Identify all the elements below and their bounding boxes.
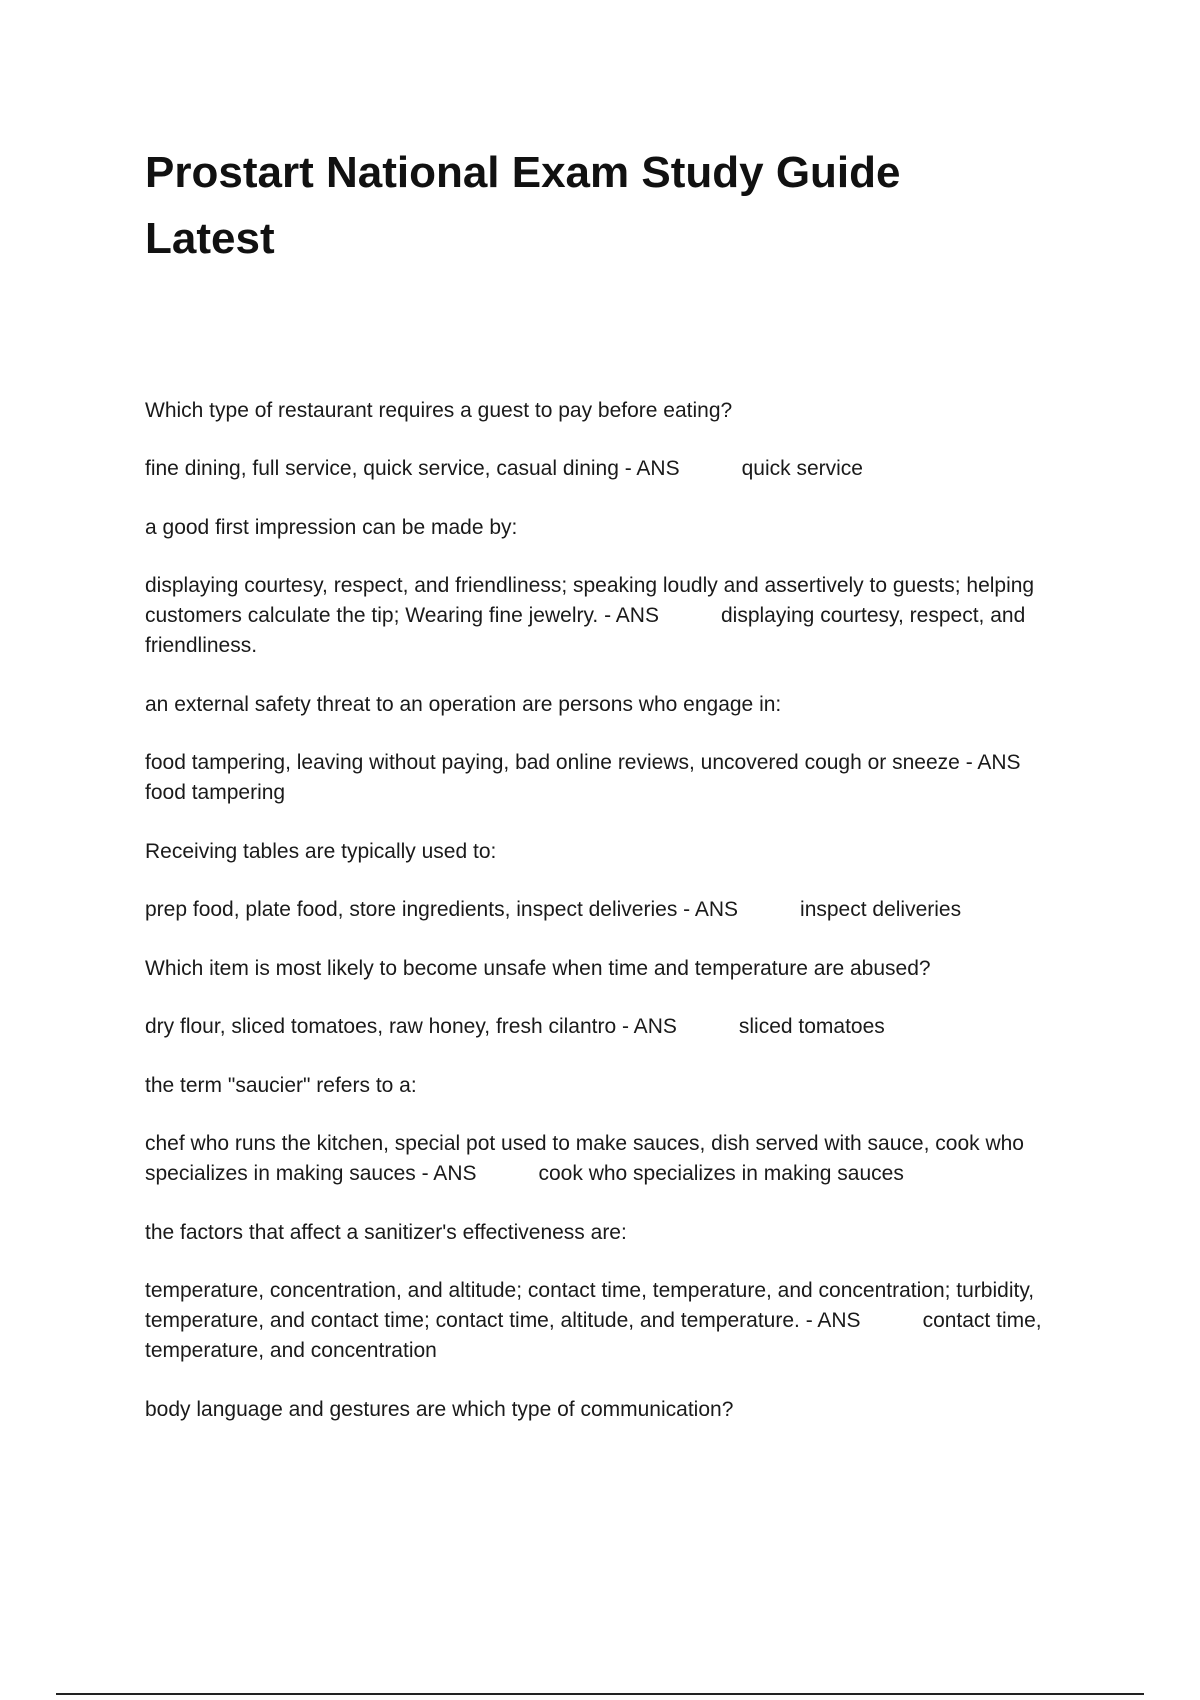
ans-marker: - ANS xyxy=(683,898,739,921)
question-text: an external safety threat to an operation are persons who engage in: xyxy=(145,693,782,716)
answer-options: chef who runs the kitchen, special pot used to make sauces, dish served with sauce, cook who specializes in making sauces xyxy=(145,1132,1024,1185)
ans-marker: - ANS xyxy=(421,1162,477,1185)
answer-block xyxy=(145,454,1095,484)
question-text: the term "saucier" refers to a: xyxy=(145,1074,417,1097)
answer-options: prep food, plate food, store ingredients, inspect deliveries xyxy=(145,898,678,921)
correct-answer: cook who specializes in making sauces xyxy=(538,1162,904,1185)
correct-answer: displaying courtesy, respect, and friendliness. xyxy=(145,604,1026,657)
answer-block xyxy=(145,1276,1095,1366)
answer-block xyxy=(145,571,1095,661)
answer-block xyxy=(145,1129,1095,1189)
correct-answer: contact time, temperature, and concentration xyxy=(145,1309,1042,1362)
ans-marker: - ANS xyxy=(624,457,680,480)
correct-answer: inspect deliveries xyxy=(800,898,962,921)
answer-block xyxy=(145,895,1095,925)
page-bottom-rule xyxy=(56,1693,1144,1695)
question-text: the factors that affect a sanitizer's effectiveness are: xyxy=(145,1221,627,1244)
correct-answer: quick service xyxy=(741,457,863,480)
ans-marker: - ANS xyxy=(622,1015,677,1038)
question-text: body language and gestures are which type of communication? xyxy=(145,1398,734,1421)
question-text: Which item is most likely to become unsafe when time and temperature are abused? xyxy=(145,957,931,980)
document-page xyxy=(145,140,1095,1453)
answer-block xyxy=(145,1012,1095,1042)
ans-marker: - ANS xyxy=(965,751,1021,774)
document-title: Prostart National Exam Study Guide Latest xyxy=(145,148,901,263)
answer-options: fine dining, full service, quick service, casual dining xyxy=(145,457,619,480)
answer-options: dry flour, sliced tomatoes, raw honey, fresh cilantro xyxy=(145,1015,617,1038)
ans-marker: - ANS xyxy=(604,604,659,627)
answer-options: temperature, concentration, and altitude; contact time, temperature, and concentration; turbidity, temperature, and contact time; contact time, altitude, and temperature. xyxy=(145,1279,1035,1332)
answer-options: food tampering, leaving without paying, bad online reviews, uncovered cough or sneeze xyxy=(145,751,960,774)
question-text: Which type of restaurant requires a guest to pay before eating? xyxy=(145,399,733,422)
ans-marker: - ANS xyxy=(805,1309,861,1332)
question-text: Receiving tables are typically used to: xyxy=(145,840,497,863)
correct-answer: sliced tomatoes xyxy=(738,1015,885,1038)
answer-block xyxy=(145,748,1095,808)
answer-options: displaying courtesy, respect, and friendliness; speaking loudly and assertively to guests; helping customers calculate the tip; Wearing fine jewelry. xyxy=(145,574,1035,627)
qa-list xyxy=(145,396,1095,1424)
correct-answer: food tampering xyxy=(145,781,286,804)
question-text: a good first impression can be made by: xyxy=(145,516,518,539)
